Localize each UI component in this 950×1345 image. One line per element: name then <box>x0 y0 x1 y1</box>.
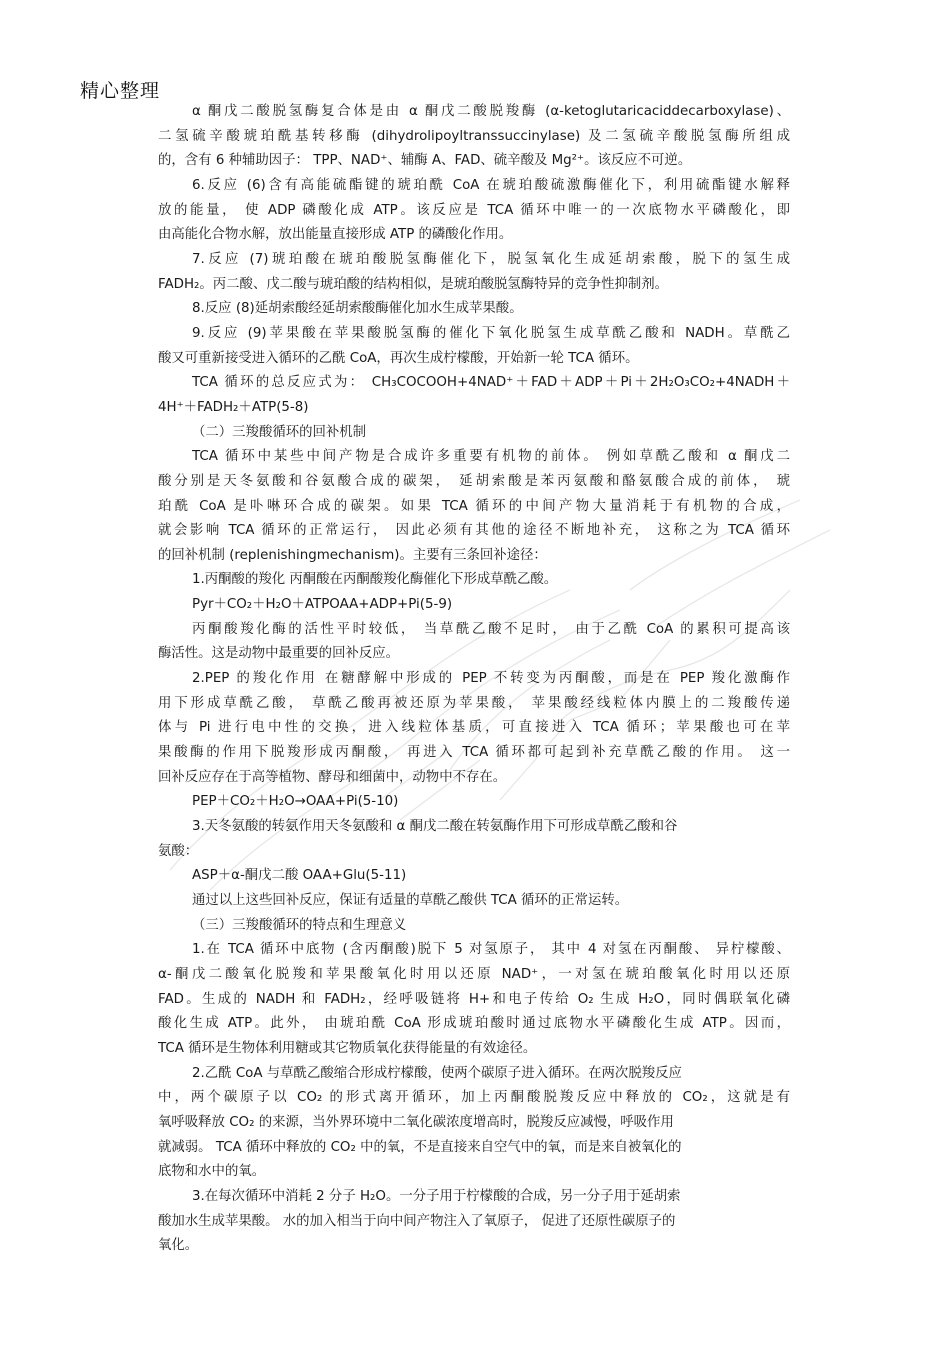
text-line: 用下形成草酰乙酸， 草酰乙酸再被还原为苹果酸， 苹果酸经线粒体内膜上的二羧酸传递 <box>158 695 790 711</box>
text-line: 酸分别是天冬氨酸和谷氨酸合成的碳架， 延胡索酸是苯丙氨酸和酪氨酸合成的前体， 琥 <box>158 473 790 489</box>
text-line: 丙酮酸羧化酶的活性平时较低， 当草酰乙酸不足时， 由于乙酰 CoA 的累积可提高该 <box>192 621 790 637</box>
text-line: 回补反应存在于高等植物、酵母和细菌中，动物中不存在。 <box>158 769 507 785</box>
text-line: PEP＋CO₂＋H₂O→OAA+Pi(5-10) <box>192 794 399 810</box>
text-line: 通过以上这些回补反应，保证有适量的草酰乙酸供 TCA 循环的正常运转。 <box>192 893 629 908</box>
text-line: 6.反应 (6)含有高能硫酯键的琥珀酰 CoA 在琥珀酸硫激酶催化下，利用硫酯键水解释 <box>192 177 790 193</box>
text-line: 2.PEP 的羧化作用 在糖酵解中形成的 PEP 不转变为丙酮酸，而是在 PEP 羧化激酶作 <box>192 671 790 687</box>
text-line: 1.在 TCA 循环中底物 (含丙酮酸)脱下 5 对氢原子， 其中 4 对氢在丙酮酸、 异柠檬酸、 <box>192 942 790 958</box>
text-line: 3.在每次循环中消耗 2 分子 H₂O。一分子用于柠檬酸的合成，另一分子用于延胡索 <box>192 1188 681 1204</box>
text-line: 二氢硫辛酸琥珀酰基转移酶 (dihydrolipoyltranssuccinylase) 及二氢硫辛酸脱氢酶所组成 <box>158 128 790 144</box>
text-line: 8.反应 (8)延胡索酸经延胡索酸酶催化加水生成苹果酸。 <box>192 301 523 317</box>
text-line: 7.反应 (7)琥珀酸在琥珀酸脱氢酶催化下，脱氢氧化生成延胡索酸，脱下的氢生成 <box>192 251 790 267</box>
text-line: TCA 循环的总反应式为： CH₃COCOOH+4NAD⁺＋FAD＋ADP＋Pi＋2H₂O₃CO₂+4NADH＋ <box>192 375 790 391</box>
text-line: 的回补机制 (replenishingmechanism)。主要有三条回补途径： <box>158 547 547 563</box>
text-line: 中，两个碳原子以 CO₂ 的形式离开循环，加上丙酮酸脱羧反应中释放的 CO₂，这就是有 <box>158 1090 790 1106</box>
text-line: 果酸酶的作用下脱羧形成丙酮酸， 再进入 TCA 循环都可起到补充草酰乙酸的作用。 这一 <box>158 745 790 761</box>
text-line: ASP＋α-酮戊二酸 OAA+Glu(5-11) <box>192 868 407 884</box>
text-line: 酶活性。这是动物中最重要的回补反应。 <box>158 646 400 662</box>
text-line: FAD。生成的 NADH 和 FADH₂，经呼吸链将 H+和电子传给 O₂ 生成 H₂O，同时偶联氧化磷 <box>158 991 790 1007</box>
text-line: FADH₂。丙二酸、戊二酸与琥珀酸的结构相似，是琥珀酸脱氢酶特异的竞争性抑制剂。 <box>158 276 669 292</box>
text-line: 9.反应 (9)苹果酸在苹果酸脱氢酶的催化下氧化脱氢生成草酰乙酸和 NADH。草酰乙 <box>192 325 790 341</box>
document-body <box>158 100 790 1259</box>
text-line: α-酮戊二酸氧化脱羧和苹果酸氧化时用以还原 NAD⁺，一对氢在琥珀酸氧化时用以还原 <box>158 966 790 982</box>
text-line: 酸化生成 ATP。此外， 由琥珀酰 CoA 形成琥珀酸时通过底物水平磷酸化生成 ATP。因而， <box>158 1016 790 1032</box>
text-line: 由高能化合物水解，放出能量直接形成 ATP 的磷酸化作用。 <box>158 227 513 243</box>
text-line: （三）三羧酸循环的特点和生理意义 <box>192 917 407 933</box>
text-line: α 酮戊二酸脱氢酶复合体是由 α 酮戊二酸脱羧酶 (α-ketoglutaricaciddecarboxylase)、 <box>192 104 790 119</box>
text-line: 氨酸： <box>158 843 199 859</box>
text-line: 2.乙酰 CoA 与草酰乙酸缩合形成柠檬酸，使两个碳原子进入循环。在两次脱羧反应 <box>192 1065 682 1081</box>
text-line: 1.丙酮酸的羧化 丙酮酸在丙酮酸羧化酶催化下形成草酰乙酸。 <box>192 572 558 588</box>
page-header-title: 精心整理 <box>80 80 161 102</box>
text-line: 4H⁺＋FADH₂＋ATP(5-8) <box>158 399 309 415</box>
text-line: （二）三羧酸循环的回补机制 <box>192 424 367 440</box>
text-line: 酸又可重新接受进入循环的乙酰 CoA，再次生成柠檬酸，开始新一轮 TCA 循环。 <box>158 350 639 366</box>
text-line: 酸加水生成苹果酸。 水的加入相当于向中间产物注入了氧原子， 促进了还原性碳原子的 <box>158 1213 676 1229</box>
text-line: 体与 Pi 进行电中性的交换，进入线粒体基质，可直接进入 TCA 循环；苹果酸也可在苹 <box>158 720 790 736</box>
text-line: TCA 循环中某些中间产物是合成许多重要有机物的前体。 例如草酰乙酸和 α 酮戊二 <box>192 449 790 465</box>
text-line: Pyr＋CO₂＋H₂O＋ATPOAA+ADP+Pi(5-9) <box>192 597 453 613</box>
text-line: 3.天冬氨酸的转氨作用天冬氨酸和 α 酮戊二酸在转氨酶作用下可形成草酰乙酸和谷 <box>192 819 678 835</box>
text-line: TCA 循环是生物体利用糖或其它物质氧化获得能量的有效途径。 <box>158 1040 537 1056</box>
text-line: 放的能量， 使 ADP 磷酸化成 ATP。该反应是 TCA 循环中唯一的一次底物水平磷酸化，即 <box>158 202 790 218</box>
text-line: 就会影响 TCA 循环的正常运行， 因此必须有其他的途径不断地补充， 这称之为 TCA 循环 <box>158 523 790 539</box>
text-line: 底物和水中的氧。 <box>158 1164 266 1180</box>
text-line: 的，含有 6 种辅助因子： TPP、NAD⁺、辅酶 A、FAD、硫辛酸及 Mg²⁺。该反应不可逆。 <box>158 153 692 169</box>
text-line: 氧呼吸释放 CO₂ 的来源，当外界环境中二氧化碳浓度增高时，脱羧反应减慢，呼吸作用 <box>158 1114 674 1130</box>
text-line: 就减弱。 TCA 循环中释放的 CO₂ 中的氧，不是直接来自空气中的氧，而是来自被氧化的 <box>158 1139 682 1155</box>
text-line: 珀酰 CoA 是卟啉环合成的碳架。如果 TCA 循环的中间产物大量消耗于有机物的合成， <box>158 498 790 514</box>
text-line: 氧化。 <box>158 1238 199 1254</box>
